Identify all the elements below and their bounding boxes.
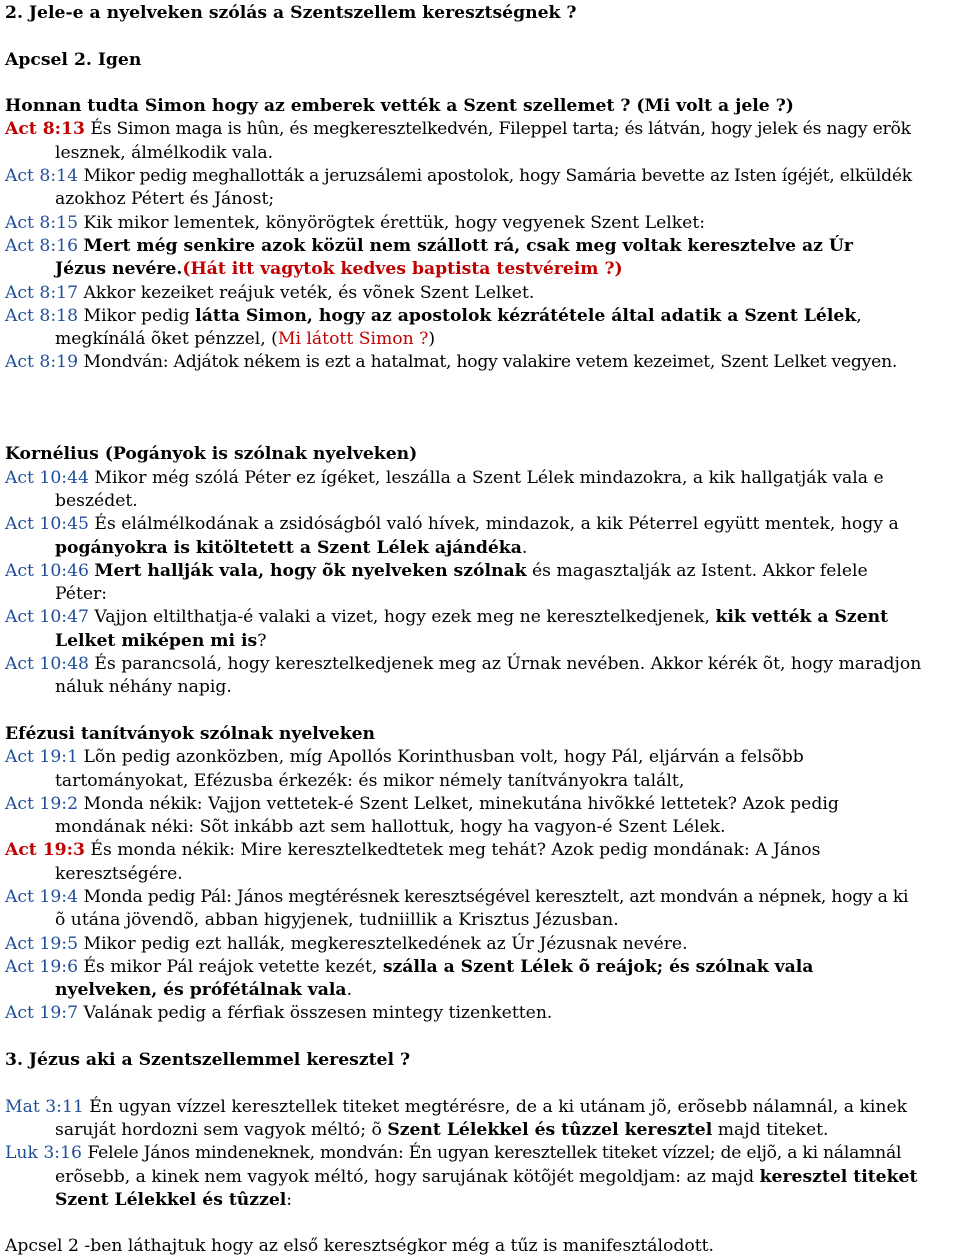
verse-emphasis: pogányokra is kitöltetett a Szent Lélek ajándéka xyxy=(55,537,522,558)
verse-act-10-44 xyxy=(5,467,956,490)
verse-text: Vajjon eltilthatja-é valaki a vizet, hogy ezek meg ne keresztelkedjenek, xyxy=(94,607,710,628)
footer-note: Apcsel 2 -ben láthajtuk hogy az első keresztségkor még a tűz is manifesztálodott. xyxy=(5,1236,714,1257)
verse-luk-3-16 xyxy=(5,1142,956,1165)
verse-act-8-18 xyxy=(5,305,956,328)
verse-act-8-13 xyxy=(5,118,956,141)
verse-text: és magasztalják az Istent. Akkor felele xyxy=(532,560,868,581)
verse-text: saruját hordozni sem vagyok méltó; õ xyxy=(55,1119,382,1140)
verse-text: ) xyxy=(428,329,436,350)
verse-ref: Act 10:48 xyxy=(5,654,89,675)
verse-text: Valának pedig a férfiak összesen mintegy tizenketten. xyxy=(83,1003,553,1024)
verse-continuation xyxy=(5,1119,956,1142)
verse-ref: Act 10:47 xyxy=(5,607,89,628)
verse-ref: Act 8:14 xyxy=(5,166,79,187)
verse-ref: Act 19:6 xyxy=(5,956,79,977)
verse-emphasis: Szent Lélekkel és tûzzel xyxy=(55,1189,287,1210)
verse-text: És monda nékik: Mire keresztelkedtetek meg tehát? Azok pedig mondának: A János xyxy=(90,840,821,861)
verse-text: Jézus nevére. xyxy=(55,259,183,280)
verse-continuation: beszédet. xyxy=(55,490,138,511)
verse-ref: Act 8:18 xyxy=(5,305,79,326)
verse-emphasis: kik vették a Szent xyxy=(715,607,889,628)
verse-ref: Luk 3:16 xyxy=(5,1143,82,1164)
verse-continuation: Péter: xyxy=(55,584,108,605)
verse-emphasis: nyelveken, és prófétálnak vala xyxy=(55,980,347,1001)
verse-text: Mondván: Adjátok nékem is ezt a hatalmat, hogy valakire vetem kezeimet, Szent Lelket vegyen. xyxy=(83,352,898,373)
verse-act-19-6 xyxy=(5,956,956,979)
verse-continuation: õ utána jövendõ, abban higyjenek, tudniillik a Krisztus Jézusban. xyxy=(55,910,619,931)
verse-text: . xyxy=(346,980,353,1001)
verse-ref: Act 8:19 xyxy=(5,352,79,373)
verse-text: Lõn pedig azonközben, míg Apollós Korinthusban volt, hogy Pál, eljárván a felsõbb xyxy=(83,747,804,768)
verse-text: Mikor pedig ezt hallák, megkeresztelkedének az Úr Jézusnak nevére. xyxy=(83,933,688,954)
verse-text: Mikor még szólá Péter ez ígéket, leszálla a Szent Lélek mindazokra, a kik hallgatják vala e xyxy=(94,467,884,488)
verse-act-19-4 xyxy=(5,886,956,909)
verse-act-10-47 xyxy=(5,606,956,629)
verse-act-10-45 xyxy=(5,513,956,536)
verse-emphasis: Mert hallják vala, hogy õk nyelveken szólnak xyxy=(94,560,527,581)
verse-continuation xyxy=(5,1189,956,1212)
verse-ref: Act 19:2 xyxy=(5,793,79,814)
verse-text: Felele János mindeneknek, mondván: Én ugyan keresztellek titeket vízzel; de eljõ, a ki nálamnál xyxy=(87,1143,902,1164)
verse-continuation xyxy=(5,630,956,653)
verse-ref: Act 19:4 xyxy=(5,886,79,907)
verse-act-19-1 xyxy=(5,746,956,769)
verse-text: Mert még senkire azok közül nem szállott rá, csak meg voltak keresztelve az Úr xyxy=(83,235,853,256)
verse-continuation: lesznek, álmélkodik vala. xyxy=(55,142,274,163)
verse-text: És elálmélkodának a zsidóságból való hívek, mindazok, a kik Péterrel együtt mentek, hogy a xyxy=(94,514,899,535)
verse-ref: Act 19:3 xyxy=(5,840,85,861)
verse-continuation xyxy=(5,979,956,1002)
verse-ref: Act 19:7 xyxy=(5,1003,79,1024)
verse-act-8-16 xyxy=(5,235,956,258)
verse-ref: Act 19:1 xyxy=(5,747,79,768)
verse-emphasis: Szent Lélekkel és tûzzel keresztel xyxy=(387,1119,713,1140)
verse-text: . xyxy=(521,537,528,558)
verse-act-10-48 xyxy=(5,653,956,676)
section-heading-3: 3. Jézus aki a Szentszellemmel keresztel ? xyxy=(5,1050,411,1071)
verse-text: Mikor pedig meghallották a jeruzsálemi apostolok, hogy Samária bevette az Isten ígéjét, elküldék xyxy=(83,166,912,187)
verse-ref: Act 19:5 xyxy=(5,933,79,954)
verse-emphasis: szálla a Szent Lélek õ reájok; és szólnak vala xyxy=(382,956,814,977)
verse-continuation xyxy=(5,537,956,560)
verse-act-19-7 xyxy=(5,1002,956,1025)
section-heading-kornelius: Kornélius (Pogányok is szólnak nyelveken) xyxy=(5,444,418,465)
verse-text: erõsebb, a kinek nem vagyok méltó, hogy sarujának kötõjét megoldjam: az majd xyxy=(55,1166,755,1187)
verse-continuation xyxy=(5,1166,956,1189)
verse-ref: Act 8:13 xyxy=(5,119,85,140)
verse-text: , xyxy=(856,305,862,326)
verse-text: Kik mikor lementek, könyörögtek érettük, hogy vegyenek Szent Lelket: xyxy=(83,212,706,233)
verse-ref: Mat 3:11 xyxy=(5,1096,84,1117)
verse-continuation: mondának néki: Sõt inkább azt sem hallottuk, hogy ha vagyon-é Szent Lélek. xyxy=(55,817,726,838)
verse-ref: Act 10:46 xyxy=(5,560,89,581)
verse-emphasis: Lelket miképen mi is xyxy=(55,630,258,651)
verse-act-19-3 xyxy=(5,839,956,862)
verse-text: : xyxy=(286,1189,293,1210)
verse-ref: Act 10:45 xyxy=(5,514,89,535)
verse-continuation: náluk néhány napig. xyxy=(55,677,232,698)
verse-act-8-14 xyxy=(5,165,956,188)
question-line: Honnan tudta Simon hogy az emberek vették a Szent szellemet ? (Mi volt a jele ?) xyxy=(5,96,794,117)
verse-text: És parancsolá, hogy keresztelkedjenek meg az Úrnak nevében. Akkor kérék õt, hogy maradjon xyxy=(94,654,922,675)
commentary-note: (Hát itt vagytok kedves baptista testvéreim ?) xyxy=(182,259,623,280)
verse-continuation xyxy=(5,328,956,351)
verse-text: Én ugyan vízzel keresztellek titeket megtérésre, de a ki utánam jõ, erõsebb nálamnál, a kinek xyxy=(89,1096,908,1117)
verse-mat-3-11 xyxy=(5,1096,956,1119)
verse-ref: Act 8:17 xyxy=(5,282,79,303)
verse-act-8-19 xyxy=(5,351,956,374)
verse-act-19-2 xyxy=(5,793,956,816)
answer-line: Apcsel 2. Igen xyxy=(5,49,142,70)
verse-text: És Simon maga is hûn, és megkeresztelkedvén, Fileppel tarta; és látván, hogy jelek és nagy erõk xyxy=(90,119,911,140)
verse-text: Akkor kezeiket reájuk veték, és võnek Szent Lelket. xyxy=(83,282,535,303)
verse-ref: Act 8:15 xyxy=(5,212,79,233)
section-heading-efezus: Efézusi tanítványok szólnak nyelveken xyxy=(5,723,376,744)
verse-emphasis: látta Simon, hogy az apostolok kézrátétele által adatik a Szent Lélek xyxy=(195,305,857,326)
verse-text: Monda pedig Pál: János megtérésnek keresztségével keresztelt, azt mondván a népnek, hogy a ki xyxy=(83,886,909,907)
verse-text: megkínálá õket pénzzel, ( xyxy=(55,329,278,350)
verse-text: És mikor Pál reájok vetette kezét, xyxy=(83,956,378,977)
verse-ref: Act 8:16 xyxy=(5,235,79,256)
section-heading-2: 2. Jele-e a nyelveken szólás a Szentszellem keresztségnek ? xyxy=(5,3,577,23)
verse-act-19-5 xyxy=(5,933,956,956)
verse-continuation xyxy=(5,258,956,281)
verse-continuation: keresztségére. xyxy=(55,863,183,884)
verse-continuation: tartományokat, Efézusba érkezék: és mikor némely tanítványokra talált, xyxy=(55,770,685,791)
commentary-note: Mi látott Simon ? xyxy=(277,329,429,350)
verse-act-8-17 xyxy=(5,282,956,305)
verse-emphasis: keresztel titeket xyxy=(759,1166,918,1187)
verse-act-8-15 xyxy=(5,212,956,235)
verse-text: ? xyxy=(257,630,267,651)
verse-act-10-46 xyxy=(5,560,956,583)
verse-continuation: azokhoz Pétert és Jánost; xyxy=(55,189,275,210)
verse-text: Mikor pedig xyxy=(83,305,190,326)
verse-text: majd titeket. xyxy=(717,1119,829,1140)
verse-text: Monda nékik: Vajjon vettetek-é Szent Lelket, minekutána hivõkké lettetek? Azok pedig xyxy=(83,793,839,814)
verse-ref: Act 10:44 xyxy=(5,467,89,488)
